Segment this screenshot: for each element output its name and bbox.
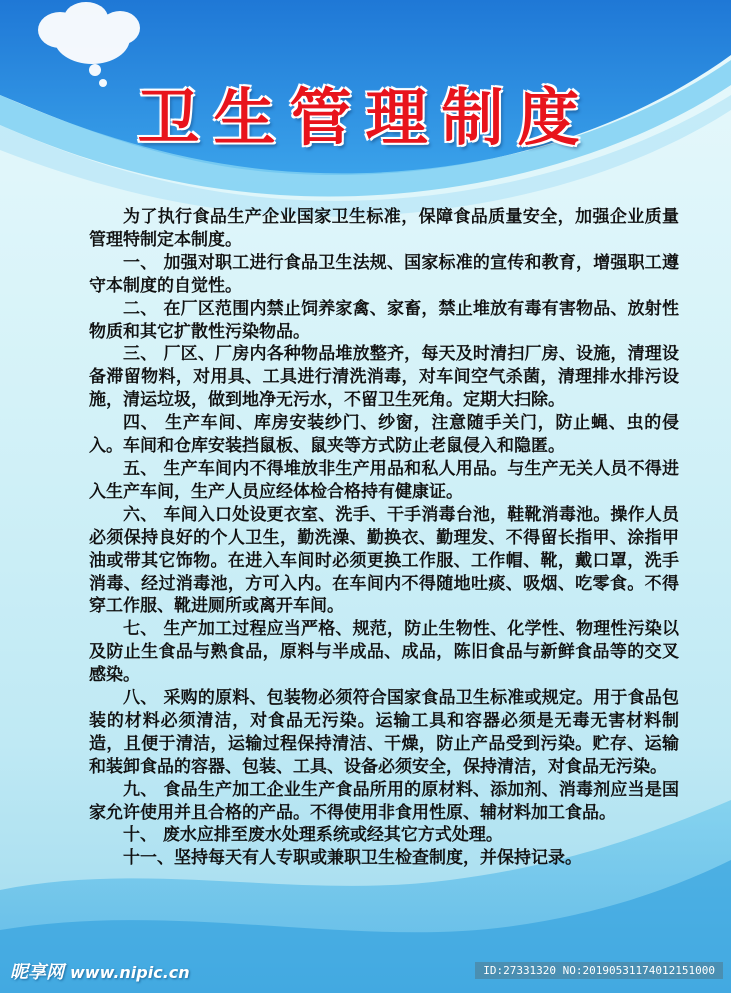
rule-paragraph: 一、 加强对职工进行食品卫生法规、国家标准的宣传和教育，增强职工遵守本制度的自觉性。 [89,252,679,296]
document-body [89,206,679,870]
rule-paragraph: 二、 在厂区范围内禁止饲养家禽、家畜，禁止堆放有毒有害物品、放射性物质和其它扩散性污染物品。 [89,298,679,342]
rule-paragraph: 三、 厂区、厂房内各种物品堆放整齐，每天及时清扫厂房、设施，清理设备滞留物料，对用具、工具进行清洗消毒，对车间空气杀菌，清理排水排污设施，清运垃圾，做到地净无污水，不留卫生死角。定期大扫除。 [89,344,679,411]
rule-paragraph: 九、 食品生产加工企业生产食品所用的原材料、添加剂、消毒剂应当是国家允许使用并且合格的产品。不得使用非食用性原、辅材料加工食品。 [89,779,679,823]
brand-text: 昵享网 [10,962,64,983]
rule-paragraph: 五、 生产车间内不得堆放非生产用品和私人用品。与生产无关人员不得进入生产车间，生产人员应经体检合格持有健康证。 [89,458,679,502]
intro-paragraph: 为了执行食品生产企业国家卫生标准，保障食品质量安全，加强企业质量管理特制定本制度。 [89,207,679,250]
rule-paragraph: 四、 生产车间、库房安装纱门、纱窗，注意随手关门，防止蝇、虫的侵入。车间和仓库安装挡鼠板、鼠夹等方式防止老鼠侵入和隐匿。 [89,413,679,457]
brand-url: www.nipic.cn [70,963,190,982]
page-title: 卫生管理制度 [137,81,594,154]
rule-paragraph: 十一、坚持每天有人专职或兼职卫生检查制度，并保持记录。 [123,848,582,869]
rule-paragraph: 六、 车间入口处设更衣室、洗手、干手消毒台池，鞋靴消毒池。操作人员必须保持良好的个人卫生，勤洗澡、勤换衣、勤理发、不得留长指甲、涂指甲油或带其它饰物。在进入车间时必须更换工作服、工作帽、靴，戴口罩，洗手消毒、经过消毒池，方可入内。在车间内不得随地吐痰、吸烟、吃零食。不得穿工作服、靴进厕所或离开车间。 [89,504,679,617]
watermark-brand [10,958,190,984]
rule-paragraph: 十、 废水应排至废水处理系统或经其它方式处理。 [123,825,503,846]
image-id-label: ID:27331320 NO:20190531174012151000 [475,962,723,979]
rule-paragraph: 七、 生产加工过程应当严格、规范，防止生物性、化学性、物理性污染以及防止生食品与熟食品，原料与半成品、成品，陈旧食品与新鲜食品等的交叉感染。 [89,619,679,686]
rule-paragraph: 八、 采购的原料、包装物必须符合国家食品卫生标准或规定。用于食品包装的材料必须清洁，对食品无污染。运输工具和容器必须是无毒无害材料制造，且便于清洁，运输过程保持清洁、干燥，防止产品受到污染。贮存、运输和装卸食品的容器、包装、工具、设备必须安全，保持清洁，对食品无污染。 [89,688,679,777]
